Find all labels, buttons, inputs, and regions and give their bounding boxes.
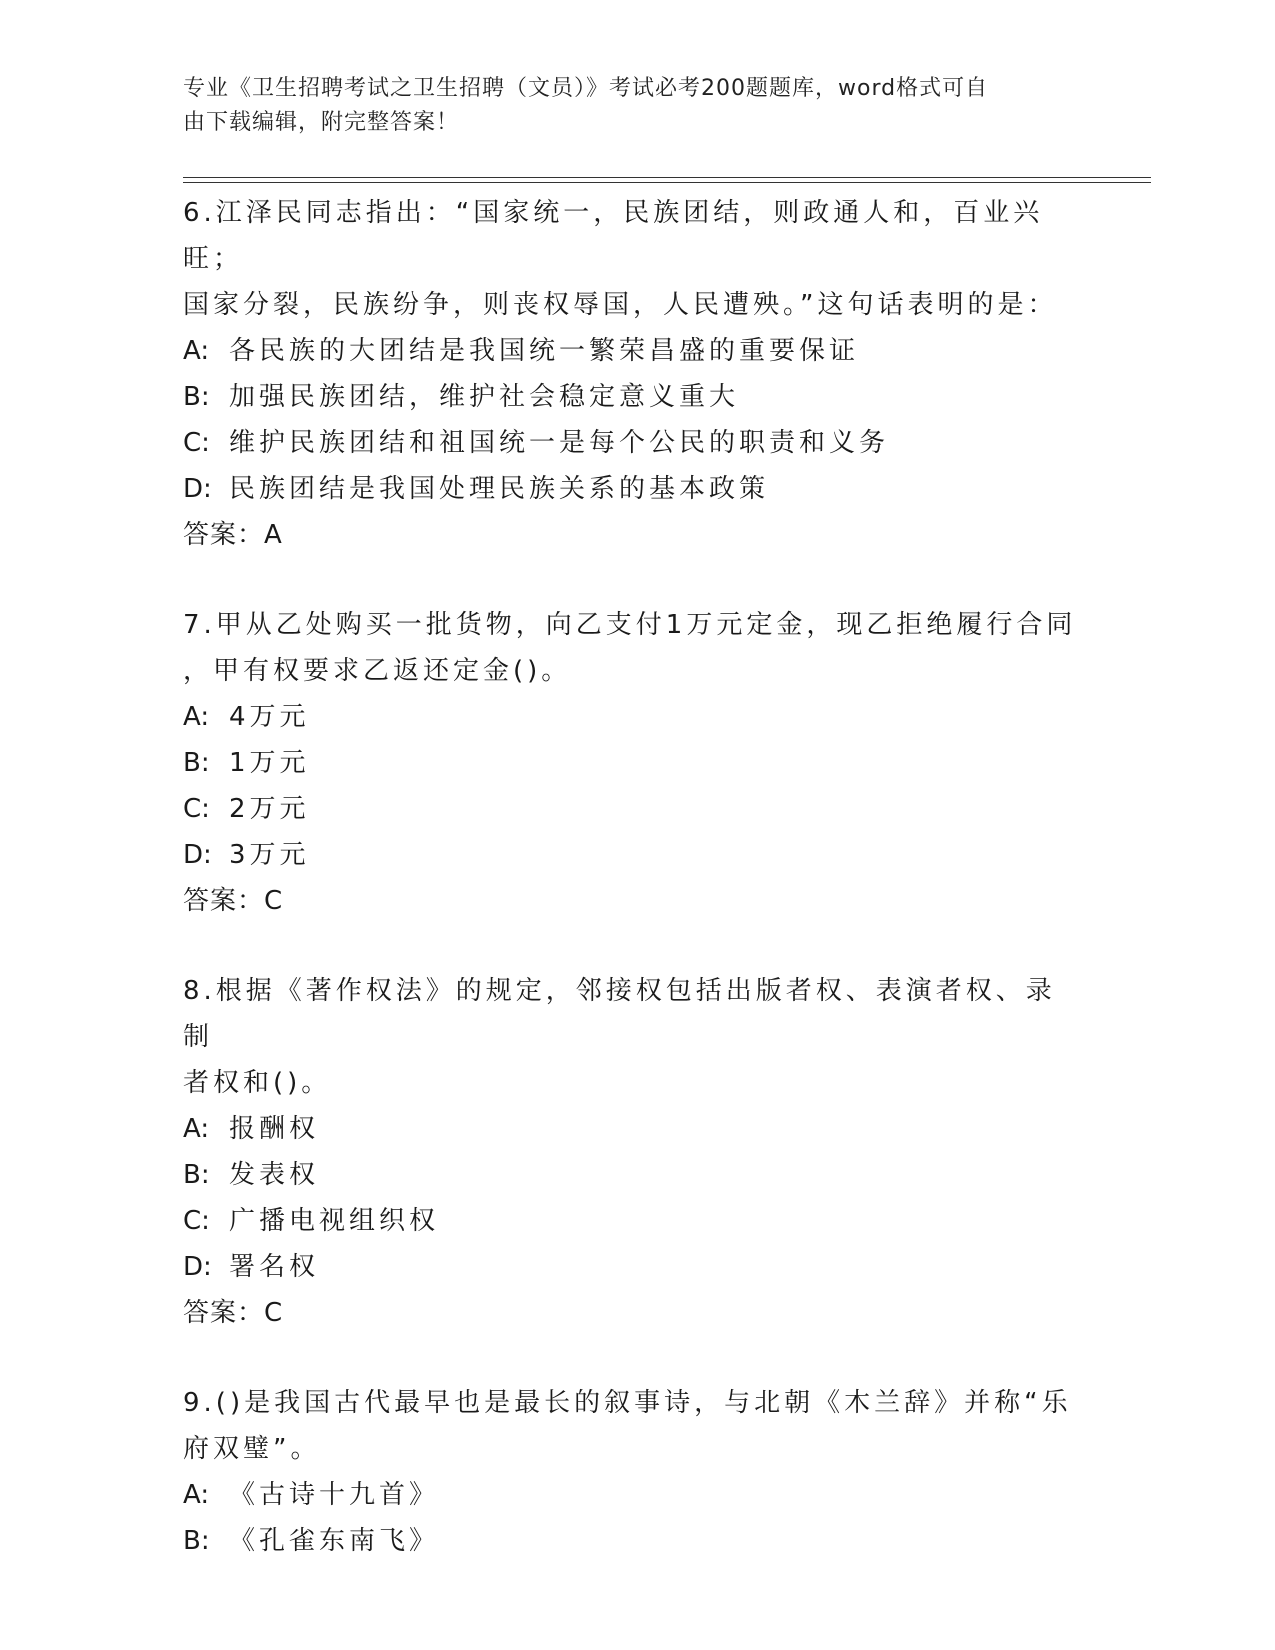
option-b	[183, 374, 1083, 420]
option-text: 发表权	[229, 1160, 320, 1190]
option-text: 《孔雀东南飞》	[229, 1526, 440, 1556]
option-key: C:	[183, 428, 210, 458]
option-b	[183, 1518, 1083, 1564]
question-stem-line-2: 府双璧”。	[183, 1434, 321, 1464]
option-key: C:	[183, 794, 210, 824]
header-divider-top	[183, 177, 1151, 178]
option-b	[183, 740, 1083, 786]
option-key: B:	[183, 748, 210, 778]
option-key: D:	[183, 474, 212, 504]
option-key: D:	[183, 840, 212, 870]
header-line-1: 专业《卫生招聘考试之卫生招聘（文员）》考试必考200题题库，word格式可自	[183, 76, 989, 101]
option-key: A:	[183, 1114, 210, 1144]
option-c	[183, 786, 1083, 832]
option-a	[183, 328, 1083, 374]
option-text: 民族团结是我国处理民族关系的基本政策	[229, 474, 770, 504]
option-d	[183, 1244, 1083, 1290]
option-c	[183, 420, 1083, 466]
option-b	[183, 1152, 1083, 1198]
option-text: 4万元	[229, 702, 310, 732]
option-key: B:	[183, 1526, 210, 1556]
header-divider-bottom	[183, 182, 1151, 183]
option-c	[183, 1198, 1083, 1244]
option-key: D:	[183, 1252, 212, 1282]
option-text: 2万元	[229, 794, 310, 824]
option-text: 广播电视组织权	[229, 1206, 440, 1236]
answer-line: 答案：A	[183, 520, 283, 550]
question-9	[183, 1380, 1083, 1564]
option-text: 维护民族团结和祖国统一是每个公民的职责和义务	[229, 428, 890, 458]
option-text: 1万元	[229, 748, 310, 778]
option-text: 各民族的大团结是我国统一繁荣昌盛的重要保证	[229, 336, 860, 366]
option-a	[183, 694, 1083, 740]
question-stem-line-2: 者权和()。	[183, 1068, 332, 1098]
option-key: A:	[183, 336, 210, 366]
option-text: 署名权	[229, 1252, 320, 1282]
option-text: 报酬权	[229, 1114, 320, 1144]
option-a	[183, 1472, 1083, 1518]
option-a	[183, 1106, 1083, 1152]
question-list	[183, 190, 1083, 1608]
option-key: B:	[183, 1160, 210, 1190]
question-stem-line-2: ，甲有权要求乙返还定金()。	[183, 656, 572, 686]
option-key: B:	[183, 382, 210, 412]
option-key: C:	[183, 1206, 210, 1236]
answer-line: 答案：C	[183, 886, 284, 916]
question-7	[183, 602, 1083, 924]
option-text: 《古诗十九首》	[229, 1480, 440, 1510]
option-text: 加强民族团结，维护社会稳定意义重大	[229, 382, 740, 412]
question-8	[183, 968, 1083, 1336]
document-header	[183, 72, 1063, 140]
answer-line: 答案：C	[183, 1298, 284, 1328]
question-stem-line-1: 9.()是我国古代最早也是最长的叙事诗，与北朝《木兰辞》并称“乐	[183, 1388, 1072, 1418]
option-d	[183, 466, 1083, 512]
option-key: A:	[183, 702, 210, 732]
question-stem-line-2: 国家分裂，民族纷争，则丧权辱国，人民遭殃。”这句话表明的是：	[183, 290, 1058, 320]
header-line-2: 由下载编辑，附完整答案！	[183, 110, 460, 135]
question-stem-line-1: 6.江泽民同志指出：“国家统一，民族团结，则政通人和，百业兴旺；	[183, 198, 1044, 274]
question-6	[183, 190, 1083, 558]
question-stem-line-1: 8.根据《著作权法》的规定，邻接权包括出版者权、表演者权、录制	[183, 976, 1056, 1052]
question-stem-line-1: 7.甲从乙处购买一批货物，向乙支付1万元定金，现乙拒绝履行合同	[183, 610, 1077, 640]
option-text: 3万元	[229, 840, 310, 870]
option-d	[183, 832, 1083, 878]
option-key: A:	[183, 1480, 210, 1510]
